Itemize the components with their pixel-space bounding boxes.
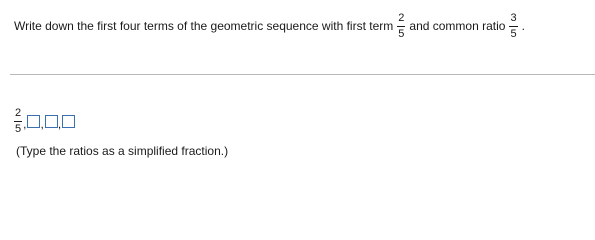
question-text-before: Write down the first four terms of the geometric sequence with first term <box>14 19 394 33</box>
section-divider <box>10 74 595 75</box>
term-2-answer-box[interactable] <box>27 115 40 128</box>
first-term-numerator: 2 <box>398 11 405 24</box>
question-text-after: . <box>521 19 525 33</box>
fraction-bar <box>14 121 22 122</box>
answer-hint: (Type the ratios as a simplified fraction.) <box>16 144 229 158</box>
term-separator: , <box>23 117 27 131</box>
common-ratio-denominator: 5 <box>510 27 517 40</box>
first-term-denominator: 5 <box>398 27 405 40</box>
common-ratio-fraction <box>509 12 517 41</box>
first-term-fraction <box>397 12 405 41</box>
fraction-bar <box>509 26 517 27</box>
question-text-middle: and common ratio <box>409 19 506 33</box>
answer-row <box>14 103 75 139</box>
term-3-answer-box[interactable] <box>45 115 58 128</box>
given-term-denominator: 5 <box>15 122 22 135</box>
fraction-bar <box>397 26 405 27</box>
term-separator: , <box>57 117 62 131</box>
given-term-fraction <box>14 107 22 136</box>
term-4-answer-box[interactable] <box>62 115 75 128</box>
term-separator: , <box>40 117 44 131</box>
given-term-numerator: 2 <box>15 106 22 119</box>
common-ratio-numerator: 3 <box>510 11 517 24</box>
question-prompt <box>14 8 525 44</box>
